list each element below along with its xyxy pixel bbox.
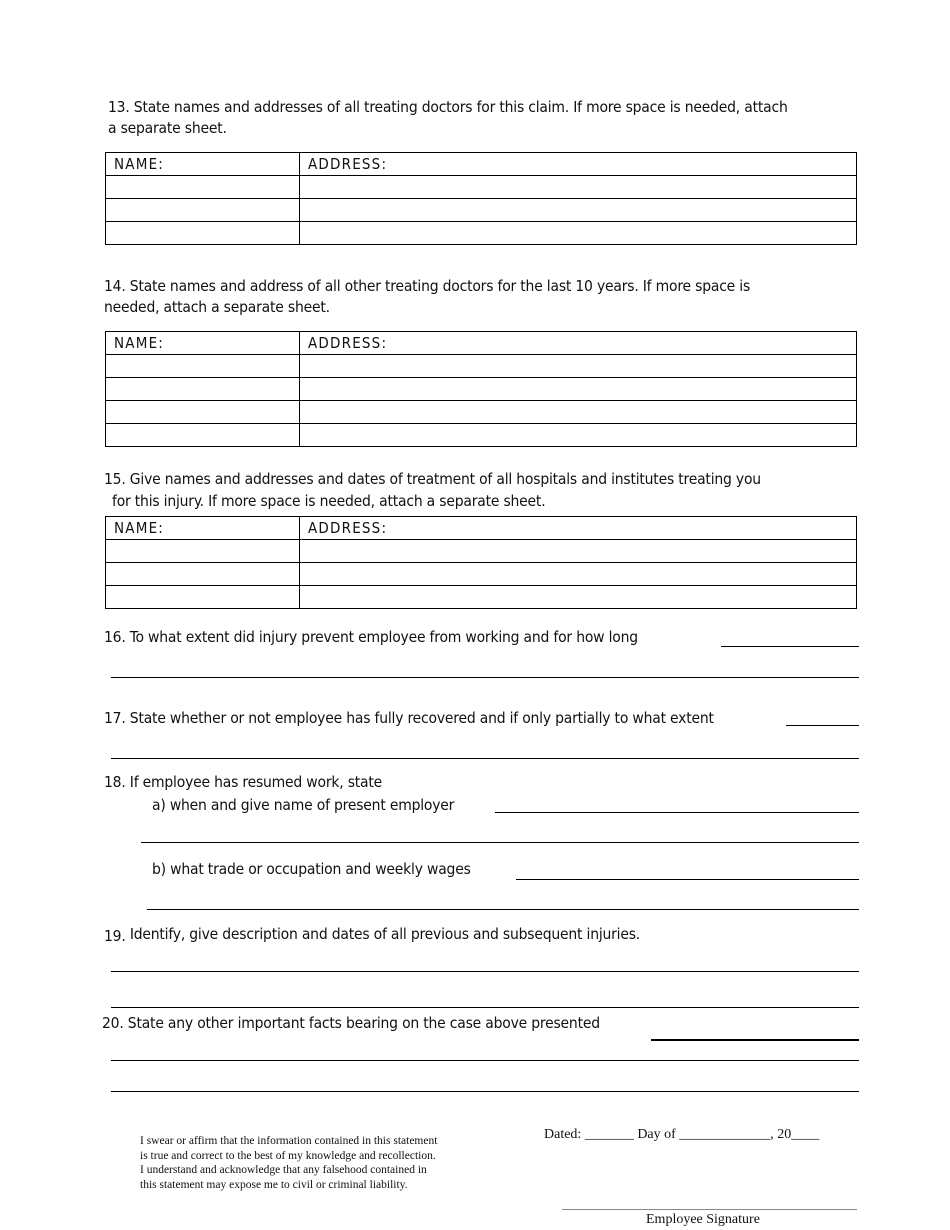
oath-line-1: I swear or affirm that the information contained in this statement xyxy=(140,1135,438,1147)
q20-answer-line[interactable] xyxy=(651,1039,859,1041)
q18b-answer-line-2[interactable] xyxy=(147,909,859,910)
name-cell[interactable] xyxy=(106,378,300,401)
q18-prompt: 18. If employee has resumed work, state xyxy=(104,773,383,791)
q14-prompt-line2: needed, attach a separate sheet. xyxy=(104,298,330,316)
dated-field[interactable]: Dated: _______ Day of _____________, 20____ xyxy=(544,1127,820,1142)
q13-prompt-line2: a separate sheet. xyxy=(108,119,227,137)
oath-line-2: is true and correct to the best of my knowledge and recollection. xyxy=(140,1149,436,1162)
q16-prompt: 16. To what extent did injury prevent employee from working and for how long xyxy=(104,628,638,646)
oath-line-3: I understand and acknowledge that any falsehood contained in xyxy=(140,1164,427,1176)
table-row xyxy=(106,540,857,563)
table-header-row xyxy=(106,153,857,176)
q15-prompt-line2: for this injury. If more space is needed, attach a separate sheet. xyxy=(112,492,546,510)
table-row xyxy=(106,586,857,609)
name-cell[interactable] xyxy=(106,424,300,447)
table-row xyxy=(106,563,857,586)
q20-prompt: 20. State any other important facts bearing on the case above presented xyxy=(102,1014,600,1032)
address-cell[interactable] xyxy=(300,586,857,609)
oath-statement xyxy=(140,1134,437,1192)
q14-doctors-table xyxy=(105,331,857,447)
q17-answer-line-2[interactable] xyxy=(111,758,859,759)
q15-prompt-line1: 15. Give names and addresses and dates of treatment of all hospitals and institutes treating you xyxy=(104,470,761,488)
address-cell[interactable] xyxy=(300,563,857,586)
table-row xyxy=(106,355,857,378)
q18b-answer-line[interactable] xyxy=(516,879,859,880)
address-cell[interactable] xyxy=(300,378,857,401)
address-cell[interactable] xyxy=(300,176,857,199)
address-cell[interactable] xyxy=(300,199,857,222)
address-cell[interactable] xyxy=(300,401,857,424)
name-cell[interactable] xyxy=(106,199,300,222)
address-cell[interactable] xyxy=(300,424,857,447)
table-row xyxy=(106,199,857,222)
name-cell[interactable] xyxy=(106,401,300,424)
address-cell[interactable] xyxy=(300,540,857,563)
table-header-row xyxy=(106,517,857,540)
table-row xyxy=(106,222,857,245)
q17-prompt: 17. State whether or not employee has fully recovered and if only partially to what extent xyxy=(104,709,714,727)
name-cell[interactable] xyxy=(106,222,300,245)
q18a-answer-line-2[interactable] xyxy=(141,842,859,843)
address-cell[interactable] xyxy=(300,355,857,378)
name-cell[interactable] xyxy=(106,355,300,378)
name-column-header: NAME: xyxy=(106,332,300,355)
address-column-header: ADDRESS: xyxy=(300,153,857,176)
q15-hospitals-table xyxy=(105,516,857,609)
q13-doctors-table xyxy=(105,152,857,245)
q19-answer-line[interactable] xyxy=(111,971,859,972)
address-column-header: ADDRESS: xyxy=(300,517,857,540)
q19-answer-line-2[interactable] xyxy=(111,1007,859,1008)
table-header-row xyxy=(106,332,857,355)
name-cell[interactable] xyxy=(106,540,300,563)
name-cell[interactable] xyxy=(106,586,300,609)
table-row xyxy=(106,424,857,447)
signature-line[interactable] xyxy=(562,1209,857,1210)
address-cell[interactable] xyxy=(300,222,857,245)
q18a-prompt: a) when and give name of present employer xyxy=(152,796,455,814)
q19-text: Identify, give description and dates of all previous and subsequent injuries. xyxy=(129,925,641,943)
signature-label: Employee Signature xyxy=(646,1212,760,1227)
table-row xyxy=(106,401,857,424)
q18b-prompt: b) what trade or occupation and weekly wages xyxy=(152,860,471,878)
address-column-header: ADDRESS: xyxy=(300,332,857,355)
name-cell[interactable] xyxy=(106,176,300,199)
q19-prompt xyxy=(104,924,640,945)
name-cell[interactable] xyxy=(106,563,300,586)
q20-answer-line-3[interactable] xyxy=(111,1091,859,1092)
q20-answer-line-2[interactable] xyxy=(111,1060,859,1061)
q17-answer-line[interactable] xyxy=(786,725,859,726)
table-row xyxy=(106,378,857,401)
q14-prompt-line1: 14. State names and address of all other treating doctors for the last 10 years. If more space is xyxy=(104,277,751,295)
q18a-answer-line[interactable] xyxy=(495,812,859,813)
q16-answer-line-2[interactable] xyxy=(111,677,859,678)
name-column-header: NAME: xyxy=(106,517,300,540)
name-column-header: NAME: xyxy=(106,153,300,176)
table-row xyxy=(106,176,857,199)
oath-line-4: this statement may expose me to civil or criminal liability. xyxy=(140,1178,408,1191)
q16-answer-line[interactable] xyxy=(721,646,859,647)
q19-number: 19. xyxy=(104,927,126,945)
q13-prompt-line1: 13. State names and addresses of all treating doctors for this claim. If more space is needed, attach xyxy=(108,98,788,116)
